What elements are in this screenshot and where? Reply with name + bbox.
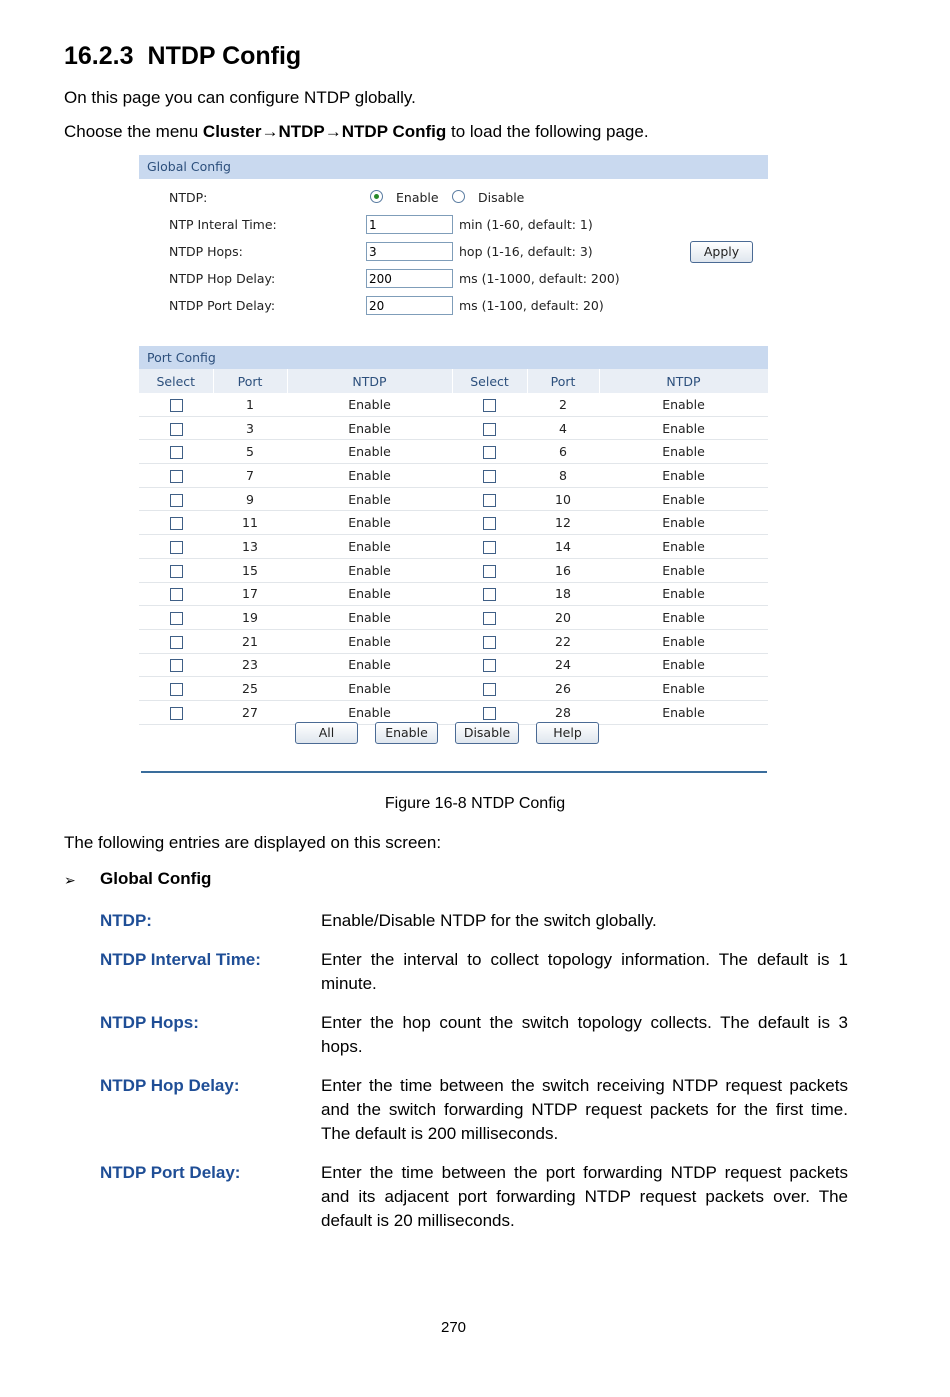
port-config-table [139,369,769,725]
ntdp-status: Enable [287,582,452,606]
hops-label: NTDP Hops: [169,244,243,259]
port-delay-label: NTDP Port Delay: [169,298,276,313]
ntdp-status: Enable [287,558,452,582]
table-row [139,558,768,582]
entries-intro: The following entries are displayed on this screen: [64,833,442,852]
port-select-checkbox[interactable] [483,470,496,483]
ntdp-status: Enable [287,511,452,535]
ntdp-status: Enable [287,606,452,630]
hops-input[interactable] [366,242,453,261]
ntdp-status: Enable [599,416,768,440]
ntdp-status: Enable [287,487,452,511]
port-select-checkbox[interactable] [170,565,183,578]
page-number: 270 [440,1319,467,1336]
port-number: 6 [527,440,599,464]
port-delay-input[interactable] [366,296,453,315]
ntdp-status: Enable [287,653,452,677]
table-row [139,582,768,606]
term-ntdp: NTDP: [100,911,152,930]
table-row [139,440,768,464]
menu-prefix: Choose the menu [64,122,203,141]
ntdp-disable-radio[interactable] [452,190,465,203]
section-title: NTDP Config [147,42,302,70]
port-number: 13 [213,535,287,559]
port-number: 2 [527,393,599,416]
col-header-port: Port [213,369,287,393]
term-port-delay: NTDP Port Delay: [100,1163,241,1182]
port-select-checkbox[interactable] [483,612,496,625]
port-number: 15 [213,558,287,582]
port-select-checkbox[interactable] [483,659,496,672]
table-row [139,393,768,416]
interval-time-input[interactable] [366,215,453,234]
port-select-checkbox[interactable] [483,636,496,649]
port-select-checkbox[interactable] [170,446,183,459]
table-row [139,606,768,630]
ntdp-status: Enable [599,440,768,464]
port-select-checkbox[interactable] [170,399,183,412]
ntdp-status: Enable [599,487,768,511]
port-number: 24 [527,653,599,677]
port-select-checkbox[interactable] [483,446,496,459]
port-number: 16 [527,558,599,582]
section-number: 16.2.3 [64,42,134,70]
menu-instruction [64,122,649,142]
port-number: 20 [527,606,599,630]
col-header-ntdp: NTDP [599,369,768,393]
ntdp-status: Enable [287,464,452,488]
port-select-checkbox[interactable] [170,612,183,625]
col-header-select: Select [139,369,213,393]
port-config-bar: Port Config [139,346,768,370]
table-row [139,511,768,535]
intro-text: On this page you can configure NTDP globally. [64,88,416,107]
global-config-bar: Global Config [139,155,768,179]
ntdp-disable-label: Disable [478,190,525,205]
hop-delay-hint: ms (1-1000, default: 200) [459,271,620,286]
port-select-checkbox[interactable] [483,494,496,507]
ntdp-status: Enable [599,558,768,582]
port-number: 9 [213,487,287,511]
ntdp-status: Enable [599,606,768,630]
port-number: 22 [527,629,599,653]
port-number: 27 [213,700,287,724]
ntdp-status: Enable [599,629,768,653]
ntdp-status: Enable [599,582,768,606]
port-number: 10 [527,487,599,511]
col-header-select: Select [452,369,527,393]
menu-path: Cluster→NTDP→NTDP Config [202,122,447,141]
desc-ntdp: Enable/Disable NTDP for the switch globally. [321,911,657,930]
port-select-checkbox[interactable] [483,588,496,601]
desc-hop-delay: Enter the time between the switch receiving NTDP request packets and the switch forwarding NTDP request packets for the first time. The default is 200 milliseconds. [321,1076,848,1143]
ntdp-status: Enable [287,700,452,724]
col-header-ntdp: NTDP [287,369,452,393]
table-row [139,487,768,511]
figure-caption: Figure 16-8 NTDP Config [384,795,566,812]
ntdp-status: Enable [287,416,452,440]
port-number: 18 [527,582,599,606]
port-number: 1 [213,393,287,416]
desc-interval-time: Enter the interval to collect topology information. The default is 1 minute. [321,950,848,993]
port-number: 3 [213,416,287,440]
table-row [139,464,768,488]
ntdp-status: Enable [599,677,768,701]
ntdp-status: Enable [287,629,452,653]
port-number: 26 [527,677,599,701]
term-hop-delay: NTDP Hop Delay: [100,1076,240,1095]
menu-suffix: to load the following page. [446,122,649,141]
ntdp-status: Enable [599,393,768,416]
port-number: 12 [527,511,599,535]
bullet-arrow-icon: ➢ [64,872,76,888]
port-delay-hint: ms (1-100, default: 20) [459,298,604,313]
port-select-checkbox[interactable] [483,399,496,412]
port-number: 4 [527,416,599,440]
ntdp-status: Enable [599,511,768,535]
ntdp-enable-radio[interactable] [370,190,383,203]
port-number: 25 [213,677,287,701]
port-select-checkbox[interactable] [170,588,183,601]
hop-delay-input[interactable] [366,269,453,288]
hops-hint: hop (1-16, default: 3) [459,244,593,259]
desc-hops: Enter the hop count the switch topology collects. The default is 3 hops. [321,1013,848,1056]
port-number: 23 [213,653,287,677]
table-row [139,535,768,559]
port-select-checkbox[interactable] [170,541,183,554]
interval-time-label: NTP Interal Time: [169,217,277,232]
table-row [139,700,768,724]
col-header-port: Port [527,369,599,393]
port-number: 5 [213,440,287,464]
interval-time-hint: min (1-60, default: 1) [459,217,593,232]
port-select-checkbox[interactable] [170,659,183,672]
port-select-checkbox[interactable] [483,565,496,578]
port-select-checkbox[interactable] [170,636,183,649]
port-number: 21 [213,629,287,653]
enable-button[interactable]: Enable [375,722,438,744]
desc-port-delay: Enter the time between the port forwarding NTDP request packets and its adjacent port forwarding NTDP request packets over. The default is 20 milliseconds. [321,1163,848,1230]
port-number: 11 [213,511,287,535]
ntdp-status: Enable [599,464,768,488]
port-select-checkbox[interactable] [170,683,183,696]
ntdp-status: Enable [287,535,452,559]
table-row [139,629,768,653]
help-button[interactable]: Help [536,722,599,744]
ntdp-status: Enable [599,653,768,677]
port-select-checkbox[interactable] [483,517,496,530]
port-select-checkbox[interactable] [483,541,496,554]
port-select-checkbox[interactable] [483,683,496,696]
term-hops: NTDP Hops: [100,1013,199,1032]
port-select-checkbox[interactable] [170,707,183,720]
panel-divider [141,771,767,773]
port-number: 7 [213,464,287,488]
port-select-checkbox[interactable] [483,707,496,720]
all-button[interactable]: All [295,722,358,744]
ntdp-status: Enable [287,440,452,464]
ntdp-status: Enable [287,393,452,416]
port-select-checkbox[interactable] [170,470,183,483]
port-number: 14 [527,535,599,559]
port-select-checkbox[interactable] [170,517,183,530]
port-number: 19 [213,606,287,630]
port-number: 28 [527,700,599,724]
port-select-checkbox[interactable] [483,423,496,436]
hop-delay-label: NTDP Hop Delay: [169,271,276,286]
port-select-checkbox[interactable] [170,494,183,507]
table-row [139,416,768,440]
ntdp-enable-label: Enable [396,190,439,205]
table-row [139,653,768,677]
apply-button[interactable]: Apply [690,241,753,263]
ntdp-config-screenshot [139,155,768,775]
port-number: 17 [213,582,287,606]
table-row [139,677,768,701]
term-interval-time: NTDP Interval Time: [100,950,261,969]
table-header-row [139,369,768,393]
ntdp-status: Enable [599,700,768,724]
disable-button[interactable]: Disable [455,722,519,744]
ntdp-status: Enable [287,677,452,701]
section-heading [64,42,301,71]
port-number: 8 [527,464,599,488]
ntdp-label: NTDP: [169,190,208,205]
section-global-config: Global Config [100,869,212,888]
port-select-checkbox[interactable] [170,423,183,436]
ntdp-status: Enable [599,535,768,559]
